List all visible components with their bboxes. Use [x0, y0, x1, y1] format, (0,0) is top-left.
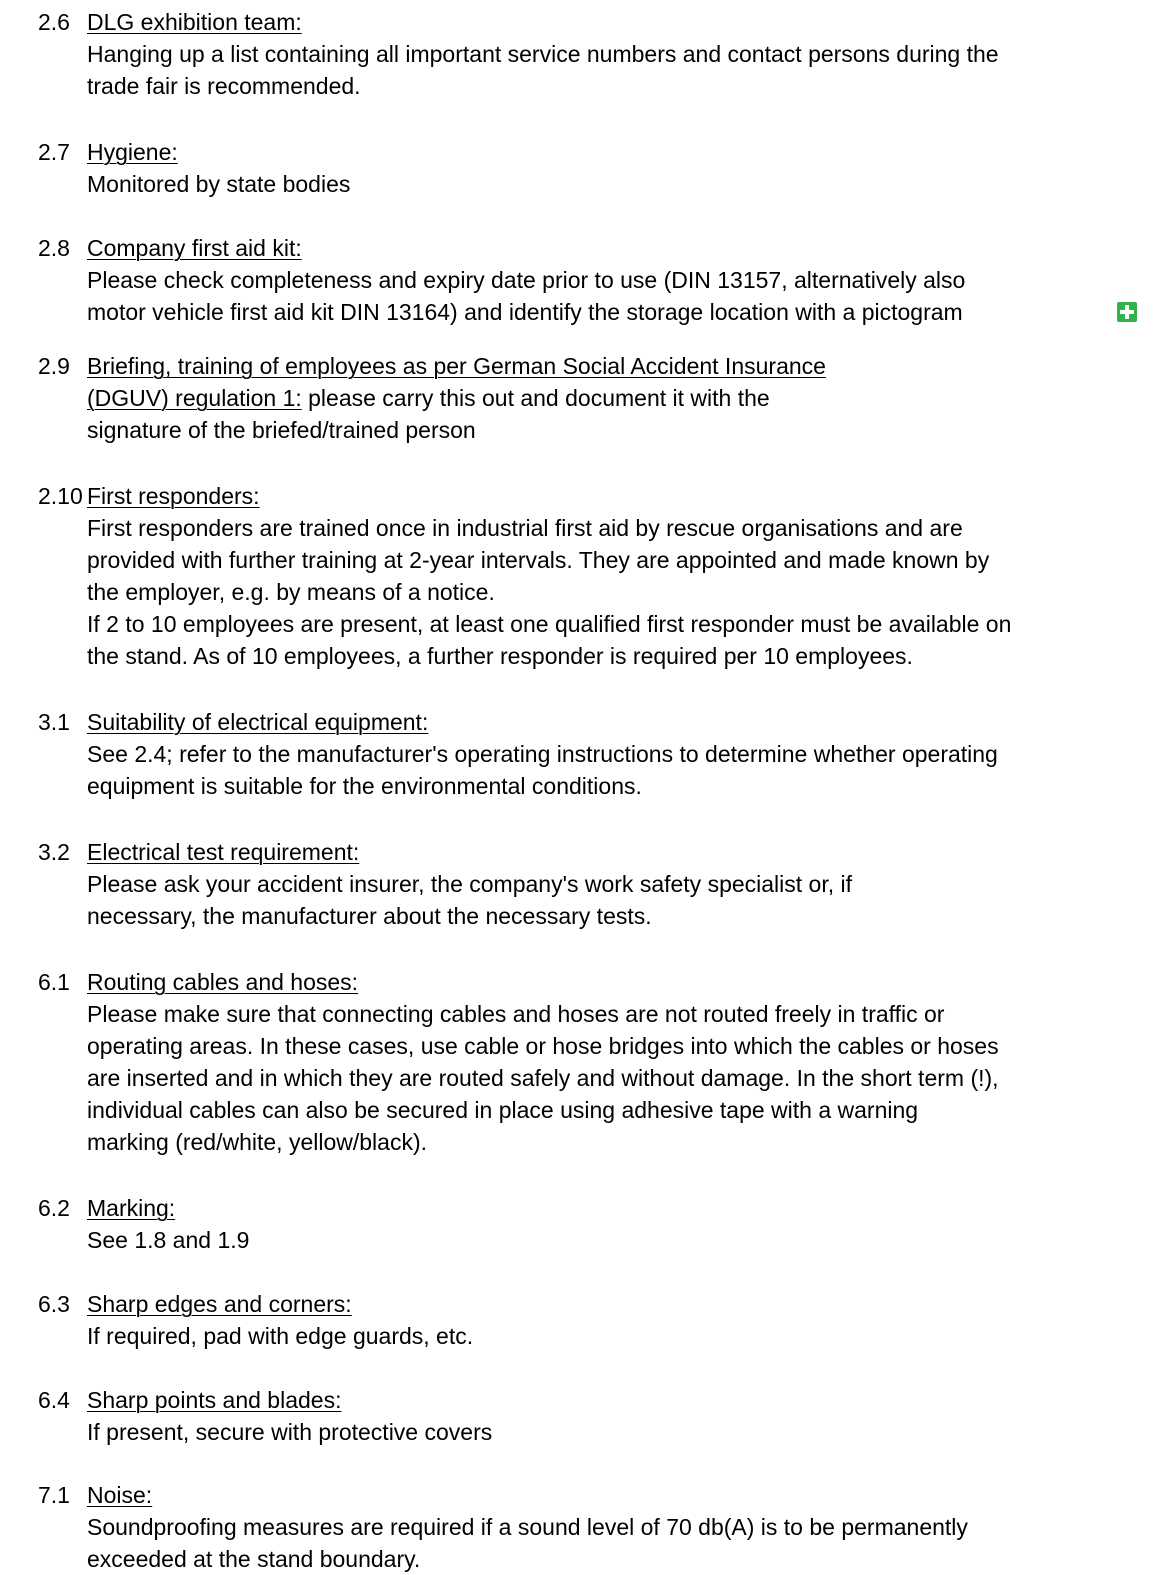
section-number: 2.6	[38, 9, 70, 35]
body-line: Soundproofing measures are required if a sound level of 70 db(A) is to be permanently	[87, 1514, 968, 1540]
section-heading: Suitability of electrical equipment:	[87, 709, 429, 735]
section-number: 2.8	[38, 235, 70, 261]
section-number: 6.1	[38, 969, 70, 995]
section-heading: Marking:	[87, 1195, 176, 1221]
body-line: trade fair is recommended.	[87, 73, 361, 99]
body-line: See 2.4; refer to the manufacturer's operating instructions to determine whether operating	[87, 741, 998, 767]
section-content	[87, 706, 1147, 802]
section-number: 3.1	[38, 709, 70, 735]
section-heading: Electrical test requirement:	[87, 839, 360, 865]
heading-with-text-line	[87, 382, 1147, 414]
section-content	[87, 232, 1147, 328]
section-heading: Company first aid kit:	[87, 235, 302, 261]
body-line: Please check completeness and expiry date prior to use (DIN 13157, alternatively also	[87, 267, 966, 293]
section-content	[87, 1192, 1147, 1256]
section-content	[87, 480, 1147, 672]
body-line: necessary, the manufacturer about the necessary tests.	[87, 903, 652, 929]
section-heading: Routing cables and hoses:	[87, 969, 359, 995]
section-heading: First responders:	[87, 483, 260, 509]
body-line: provided with further training at 2-year intervals. They are appointed and made known by	[87, 547, 990, 573]
section-number: 6.3	[38, 1291, 70, 1317]
body-line: operating areas. In these cases, use cable or hose bridges into which the cables or hoses	[87, 1033, 999, 1059]
first-aid-icon	[1117, 302, 1137, 322]
body-line: If required, pad with edge guards, etc.	[87, 1323, 474, 1349]
section-content	[87, 136, 1147, 200]
body-line: marking (red/white, yellow/black).	[87, 1129, 428, 1155]
section-heading: Sharp points and blades:	[87, 1387, 342, 1413]
section-number: 2.10	[38, 483, 83, 509]
body-line: are inserted and in which they are routed safely and without damage. In the short term (!),	[87, 1065, 999, 1091]
body-line: exceeded at the stand boundary.	[87, 1546, 421, 1572]
section-number: 2.9	[38, 353, 70, 379]
section-content	[87, 6, 1147, 102]
section-number: 3.2	[38, 839, 70, 865]
section-number: 6.4	[38, 1387, 70, 1413]
body-line: Please make sure that connecting cables and hoses are not routed freely in traffic or	[87, 1001, 945, 1027]
section-content	[87, 1288, 1147, 1352]
body-line: equipment is suitable for the environmental conditions.	[87, 773, 642, 799]
body-line: If 2 to 10 employees are present, at least one qualified first responder must be available on	[87, 611, 1012, 637]
body-line: individual cables can also be secured in place using adhesive tape with a warning	[87, 1097, 919, 1123]
section-heading: Hygiene:	[87, 139, 178, 165]
body-line: If present, secure with protective covers	[87, 1419, 493, 1445]
body-line: Hanging up a list containing all important service numbers and contact persons during the	[87, 41, 999, 67]
section-content	[87, 1384, 1147, 1448]
section-heading: Briefing, training of employees as per German Social Accident Insurance	[87, 353, 826, 379]
section-content	[87, 1479, 1147, 1575]
body-text: please carry this out and document it with the	[301, 385, 770, 411]
section-heading: DLG exhibition team:	[87, 9, 302, 35]
section-number: 6.2	[38, 1195, 70, 1221]
section-heading-continued: (DGUV) regulation 1:	[87, 385, 302, 411]
section-content	[87, 350, 1147, 446]
body-line: the employer, e.g. by means of a notice.	[87, 579, 495, 605]
body-line: Monitored by state bodies	[87, 171, 351, 197]
section-heading: Noise:	[87, 1482, 153, 1508]
body-line: See 1.8 and 1.9	[87, 1227, 250, 1253]
body-line: signature of the briefed/trained person	[87, 417, 476, 443]
body-line: Please ask your accident insurer, the company's work safety specialist or, if	[87, 871, 853, 897]
body-line: motor vehicle first aid kit DIN 13164) and identify the storage location with a pictogram	[87, 299, 963, 325]
section-number: 2.7	[38, 139, 70, 165]
section-heading: Sharp edges and corners:	[87, 1291, 352, 1317]
section-content	[87, 966, 1147, 1158]
body-line: the stand. As of 10 employees, a further responder is required per 10 employees.	[87, 643, 913, 669]
body-line: First responders are trained once in industrial first aid by rescue organisations and are	[87, 515, 963, 541]
section-number: 7.1	[38, 1482, 70, 1508]
section-content	[87, 836, 1147, 932]
